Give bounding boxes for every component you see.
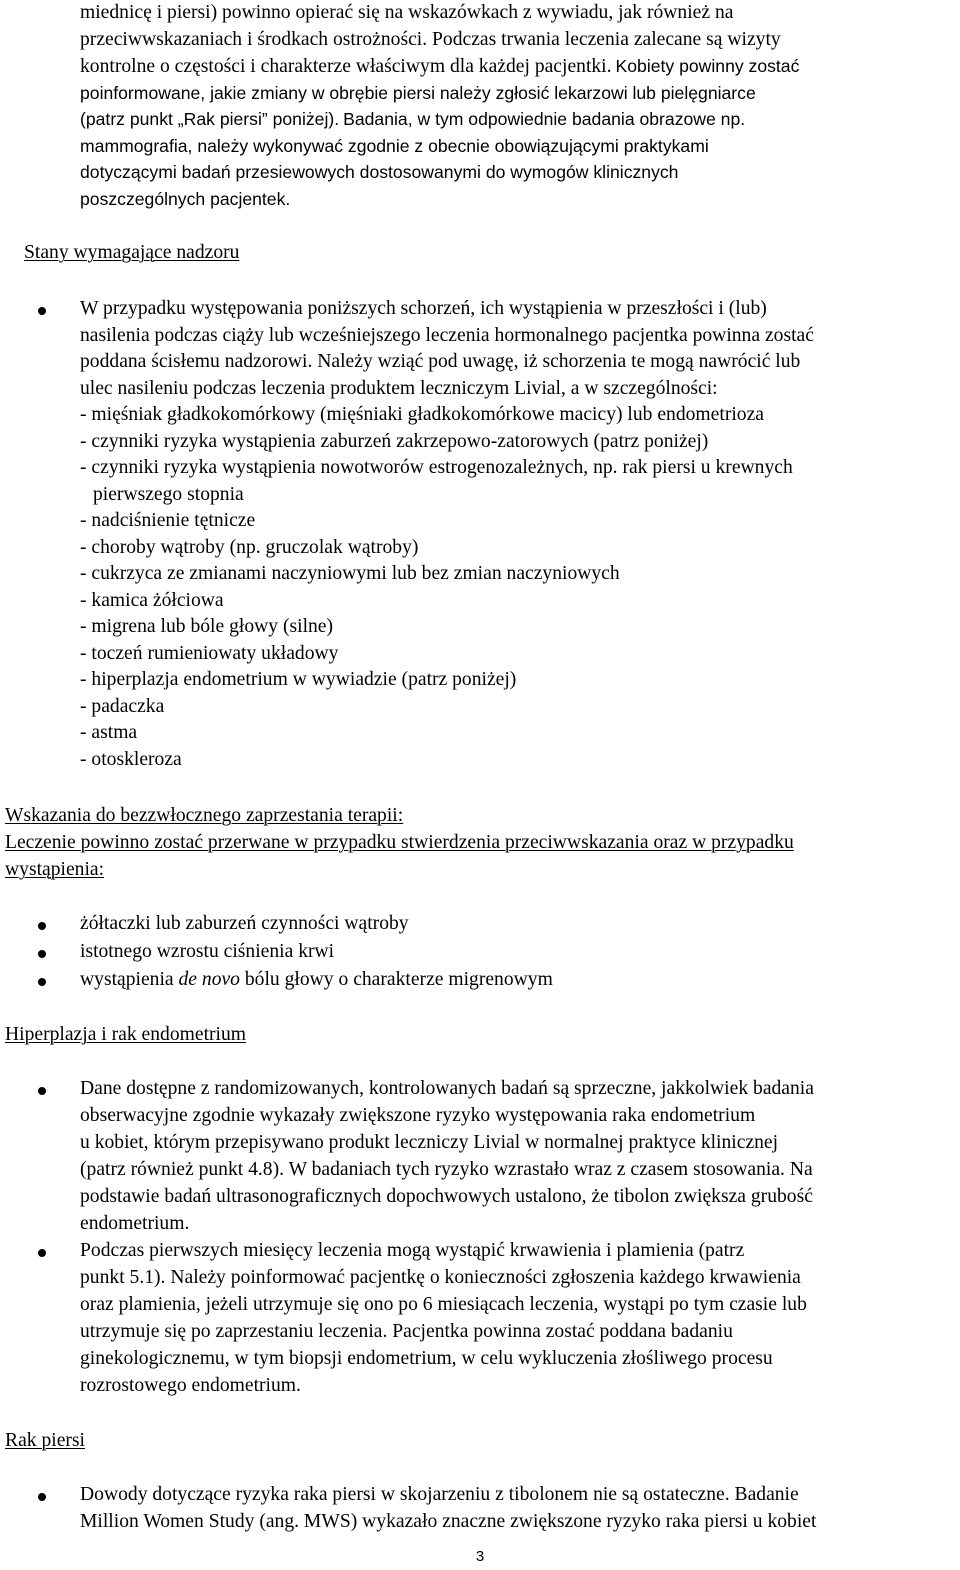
text-line: przeciwwskazaniach i środkach ostrożności. Podczas trwania leczenia zalecane są wizyty	[80, 28, 781, 50]
list-item: - czynniki ryzyka wystąpienia nowotworów estrogenozależnych, np. rak piersi u krewnych	[80, 457, 793, 478]
text-line: (patrz również punkt 4.8). W badaniach tych ryzyko wzrastało wraz z czasem stosowania. Na	[80, 1159, 813, 1180]
text-line: W przypadku występowania poniższych schorzeń, ich wystąpienia w przeszłości i (lub)	[80, 298, 767, 319]
list-item: - padaczka	[80, 695, 165, 717]
section-subheading: wystąpienia:	[5, 859, 105, 880]
text-line: poddana ścisłemu nadzorowi. Należy wziąć pod uwagę, iż schorzenia te mogą nawrócić lub	[80, 351, 801, 372]
bullet-icon	[38, 978, 46, 986]
text-line: ginekologicznemu, w tym biopsji endometrium, w celu wykluczenia złośliwego procesu	[80, 1348, 773, 1369]
text-line: rozrostowego endometrium.	[80, 1375, 301, 1396]
list-item: - migrena lub bóle głowy (silne)	[80, 616, 334, 637]
bullet-icon	[38, 307, 46, 315]
list-item: - hiperplazja endometrium w wywiadzie (patrz poniżej)	[80, 669, 517, 690]
text-line: utrzymuje się po zaprzestaniu leczenia. Pacjentka powinna zostać poddana badaniu	[80, 1321, 733, 1342]
text-line: obserwacyjne zgodnie wykazały zwiększone ryzyko występowania raka endometrium	[80, 1105, 756, 1126]
text-line: punkt 5.1). Należy poinformować pacjentkę o konieczności zgłoszenia każdego krwawienia	[80, 1267, 801, 1288]
bullet-icon	[38, 1493, 46, 1501]
list-item: - astma	[80, 722, 138, 743]
text-line: Dane dostępne z randomizowanych, kontrolowanych badań są sprzeczne, jakkolwiek badania	[80, 1078, 814, 1099]
text-line: nasilenia podczas ciąży lub wcześniejszego leczenia hormonalnego pacjentka powinna zostać	[80, 324, 814, 346]
list-item: - mięśniak gładkokomórkowy (mięśniaki gładkokomórkowe macicy) lub endometrioza	[80, 404, 764, 425]
text-span: bólu głowy o charakterze migrenowym	[239, 969, 553, 990]
text-line: Dowody dotyczące ryzyka raka piersi w skojarzeniu z tibolonem nie są ostateczne. Badanie	[80, 1484, 799, 1505]
list-item: - toczeń rumieniowaty układowy	[80, 642, 339, 664]
text-line: Million Women Study (ang. MWS) wykazało znaczne zwiększone ryzyko raka piersi u kobiet	[80, 1511, 817, 1532]
text-line: Podczas pierwszych miesięcy leczenia mogą wystąpić krwawienia i plamienia (patrz	[80, 1240, 745, 1261]
text-line: poinformowane, jakie zmiany w obrębie piersi należy zgłosić lekarzowi lub pielęgniarce	[80, 82, 756, 103]
list-item: - czynniki ryzyka wystąpienia zaburzeń zakrzepowo-zatorowych (patrz poniżej)	[80, 430, 709, 452]
text-line: miednicę i piersi) powinno opierać się na wskazówkach z wywiadu, jak również na	[80, 2, 734, 23]
list-item: żółtaczki lub zaburzeń czynności wątroby	[80, 913, 409, 934]
text-span: Badania, w tym odpowiednie badania obrazowe np.	[343, 109, 746, 129]
text-line: mammografia, należy wykonywać zgodnie z obecnie obowiązującymi praktykami	[80, 135, 709, 156]
list-item-continuation: pierwszego stopnia	[93, 483, 244, 505]
text-span: Kobiety powinny zostać	[615, 56, 800, 76]
section-heading-rak-piersi: Rak piersi	[5, 1430, 85, 1451]
section-heading-hiperplazja: Hiperplazja i rak endometrium	[5, 1024, 247, 1045]
text-line: poszczególnych pacjentek.	[80, 188, 291, 209]
list-item: - choroby wątroby (np. gruczolak wątroby)	[80, 536, 419, 558]
bullet-icon	[38, 950, 46, 958]
page-number: 3	[475, 1548, 485, 1565]
section-heading-wskazania: Wskazania do bezzwłocznego zaprzestania terapii:	[5, 805, 404, 826]
bullet-icon	[38, 922, 46, 930]
bullet-icon	[38, 1087, 46, 1095]
text-line: ulec nasileniu podczas leczenia produktem leczniczym Livial, a w szczególności:	[80, 377, 718, 399]
list-item: - cukrzyca ze zmianami naczyniowymi lub bez zmian naczyniowych	[80, 563, 620, 584]
text-line: dotyczącymi badań przesiewowych dostosowanymi do wymogów klinicznych	[80, 162, 679, 182]
section-heading-stany: Stany wymagające nadzoru	[24, 242, 240, 263]
list-item: - otoskleroza	[80, 748, 182, 770]
text-span: kontrolne o częstości i charakterze właściwym dla każdej pacjentki.	[80, 56, 612, 77]
list-item: - kamica żółciowa	[80, 589, 224, 611]
text-line: podstawie badań ultrasonograficznych dopochwowych ustalono, że tibolon zwiększa grubość	[80, 1186, 813, 1207]
text-line: oraz plamienia, jeżeli utrzymuje się ono po 6 miesiącach leczenia, wystąpi po tym czasie lub	[80, 1294, 807, 1315]
text-span: (patrz punkt „Rak piersi” poniżej).	[80, 109, 340, 129]
italic-span: de novo	[178, 969, 240, 990]
list-item: - nadciśnienie tętnicze	[80, 510, 256, 531]
text-line	[80, 106, 745, 133]
bullet-icon	[38, 1249, 46, 1257]
text-span: wystąpienia	[80, 969, 179, 990]
section-subheading: Leczenie powinno zostać przerwane w przypadku stwierdzenia przeciwwskazania oraz w przypadku	[5, 832, 794, 853]
list-item	[80, 967, 553, 994]
text-line: endometrium.	[80, 1213, 190, 1234]
list-item: istotnego wzrostu ciśnienia krwi	[80, 941, 335, 962]
text-line: u kobiet, którym przepisywano produkt leczniczy Livial w normalnej praktyce klinicznej	[80, 1132, 779, 1153]
text-line	[80, 53, 799, 81]
